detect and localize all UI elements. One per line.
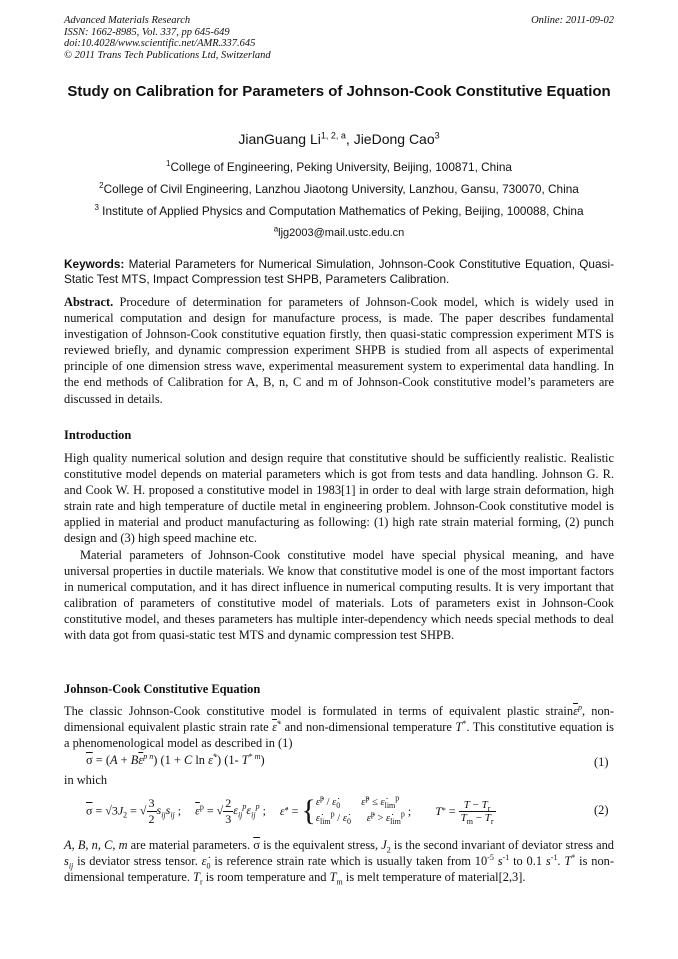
jc-paragraph-2: A, B, n, C, m are material parameters. $\overline{\sigma}$ is the equivalent stress, $J_2$ is the second invariant of deviator stress and $s_{ij}$ is deviator stress tensor. $\varepsiloṅ_0$ is reference strain rate which is usually taken from $10^{-5}$ $s^{-1}$ to 0.1 $s^{-1}$. T* is non-dimensional temperature. $T_r$ is room temperature and $T_m$ is melt temperature of material[2,3].	[64, 838, 614, 887]
issn: ISSN: 1662-8985, Vol. 337, pp 645-649	[64, 26, 230, 38]
intro-paragraph-2: Material parameters of Johnson-Cook constitutive model have special physical meaning, and have universal properties in ductile materials. We know that constitutive model is one of the most important factors in numerical computation, and it has direct influence in numerical computing results. It is very important that calibration of parameters of constitutive model of materials. Lots of parameters exist in Johnson-Cook constitutive model, and theses parameters has multiple inter-dependency which needs special methods to deal with data got from quasi-static test MTS and dynamic compression test SHPB.	[64, 547, 614, 643]
journal-header	[64, 15, 271, 61]
author-2-sup: 3	[434, 130, 440, 141]
jc-p2-g: is non-dimensional temperature.	[64, 854, 614, 885]
jc-p2-i: is melt temperature of material[2,3].	[345, 870, 526, 885]
abstract-label: Abstract.	[64, 295, 114, 309]
jc-text-c: and non-dimensional temperature	[284, 720, 452, 735]
author-separator: ,	[345, 131, 354, 147]
doi: doi:10.4028/www.scientific.net/AMR.337.645	[64, 38, 256, 49]
affiliation-2	[60, 178, 618, 200]
email-sup: a	[273, 224, 279, 234]
equation-2-number: (2)	[594, 803, 609, 817]
jc-p2-d: is deviator stress tensor.	[77, 854, 198, 869]
t-star-symbol: T*	[455, 718, 467, 735]
affiliation-2-sup: 2	[99, 181, 104, 191]
abstract	[64, 294, 614, 407]
affiliation-3-text: Institute of Applied Physics and Computation Mathematics of Peking, Beijing, 100088, China	[98, 204, 584, 218]
affiliation-1	[60, 156, 618, 178]
copyright: © 2011 Trans Tech Publications Ltd, Switzerland	[64, 49, 271, 61]
jc-p2-c: is the second invariant of deviator stress and	[393, 838, 614, 852]
abstract-text: Procedure of determination for parameters of Johnson-Cook model, which is widely used in numerical computation and design for manufacture process, is made. The paper describes fundamental investigation of Johnson-Cook constitutive equation firstly, then quasi-static compression experiment MTS is reviewed briefly, and dynamic compression experiment SHPB is studied from all aspects of experimental principle of one dimension stress wave, experimental measurement system to experimental data handling. In the end methods of Calibration for A, B, n, C and m of Johnson-Cook constitutive model’s parameters are discussed in details.	[64, 295, 614, 406]
email-text: ljg2003@mail.ustc.edu.cn	[278, 227, 405, 239]
jc-p2-h: is room temperature and	[205, 870, 327, 885]
jc-p2-b: is the equivalent stress,	[263, 838, 379, 852]
keywords	[64, 257, 614, 286]
affiliation-3	[60, 200, 618, 222]
jc-p2-e: is reference strain rate which is usually taken from 10	[214, 854, 488, 869]
affiliations	[60, 156, 618, 244]
journal-name: Advanced Materials Research	[64, 15, 191, 26]
online-date: Online: 2011-09-02	[531, 15, 614, 26]
affiliation-1-sup: 1	[166, 159, 171, 169]
jc-p2-a: are material parameters.	[130, 838, 251, 852]
intro-heading: Introduction	[64, 428, 132, 442]
authors	[60, 131, 618, 147]
author-2: JieDong Cao	[353, 131, 435, 147]
equation-1-number: (1)	[594, 755, 609, 769]
eps-p-symbol: $\overline{\varepsilon}^p$	[573, 702, 582, 718]
intro-paragraph-1: High quality numerical solution and design require that constitutive should be sufficiently realistic. Realistic constitutive model depends on material parameters which is got from tests and data handling. Johnson G. R. and Cook W. H. proposed a constitutive model in 1983[1] in order to deal with large strain deformation, high strain rate and high temperature of ductile metal in engineering problem. Johnson-Cook constitutive model is applied in material and product manufacturing as following: (1) high rate strain material forming, (2) punch design and (3) high speed machine etc.	[64, 451, 614, 546]
in-which: in which	[64, 773, 108, 787]
keywords-label: Keywords:	[64, 257, 125, 271]
email	[60, 222, 618, 244]
author-1-sup: 1, 2, a	[320, 130, 346, 141]
author-1: JianGuang Li	[238, 131, 321, 147]
jc-text-d: . This constitutive equation is a phenomenological model as described in (1)	[64, 720, 614, 751]
equation-2: $\overline{\sigma} = √3J_2$ = √ $\frac{3}{2}$ $s_{ij}s_{ij}$ ; $\overline{\varepsilon}^p$ = √ $\frac{2}{3}$ $\varepsilon_{ij}^p\varepsilon_{ij}^p$ ; ε̇ * = { ε̇$^p$ / $\varepsiloṅ_0$ ε̇$^p$ ≤ $\varepsiloṅ_{lim}^p$ $\varepsiloṅ_{lim}^p$ / $\varepsiloṅ_0$ ε̇$^p$ > $\varepsiloṅ_{lim}^p$ ; T * = $\frac{T - T_r}{T_m - T_r}$	[86, 793, 494, 827]
affiliation-2-text: College of Civil Engineering, Lanzhou Jiaotong University, Lanzhou, Gansu, 730070, China	[103, 182, 579, 196]
jc-text-b: , non-dimensional equivalent plastic strain rate	[64, 704, 614, 735]
eps-rate-star-symbol: ε̇*	[272, 718, 282, 735]
jc-heading: Johnson-Cook Constitutive Equation	[64, 682, 261, 696]
intro-body	[64, 450, 614, 643]
paper-title: Study on Calibration for Parameters of Johnson-Cook Constitutive Equation	[67, 83, 611, 100]
jc-text-a: The classic Johnson-Cook constitutive model is formulated in terms of equivalent plastic strain	[64, 704, 574, 718]
keywords-text: Material Parameters for Numerical Simulation, Johnson-Cook Constitutive Equation, Quasi-Static Test MTS, Impact Compression test SHPB, Parameters Calibration.	[64, 257, 614, 286]
jc-p2-f: to 0.1	[513, 854, 543, 869]
jc-paragraph-1	[64, 703, 614, 751]
affiliation-1-text: College of Engineering, Peking University, Beijing, 100871, China	[170, 160, 512, 174]
equation-1: $\overline{\sigma} = (A + B\overline{\varepsilon}^{p n}) (1 + C$ ln ε̇*) (1- $T^{* m}$)	[86, 751, 265, 767]
affiliation-3-sup: 3	[94, 203, 99, 213]
